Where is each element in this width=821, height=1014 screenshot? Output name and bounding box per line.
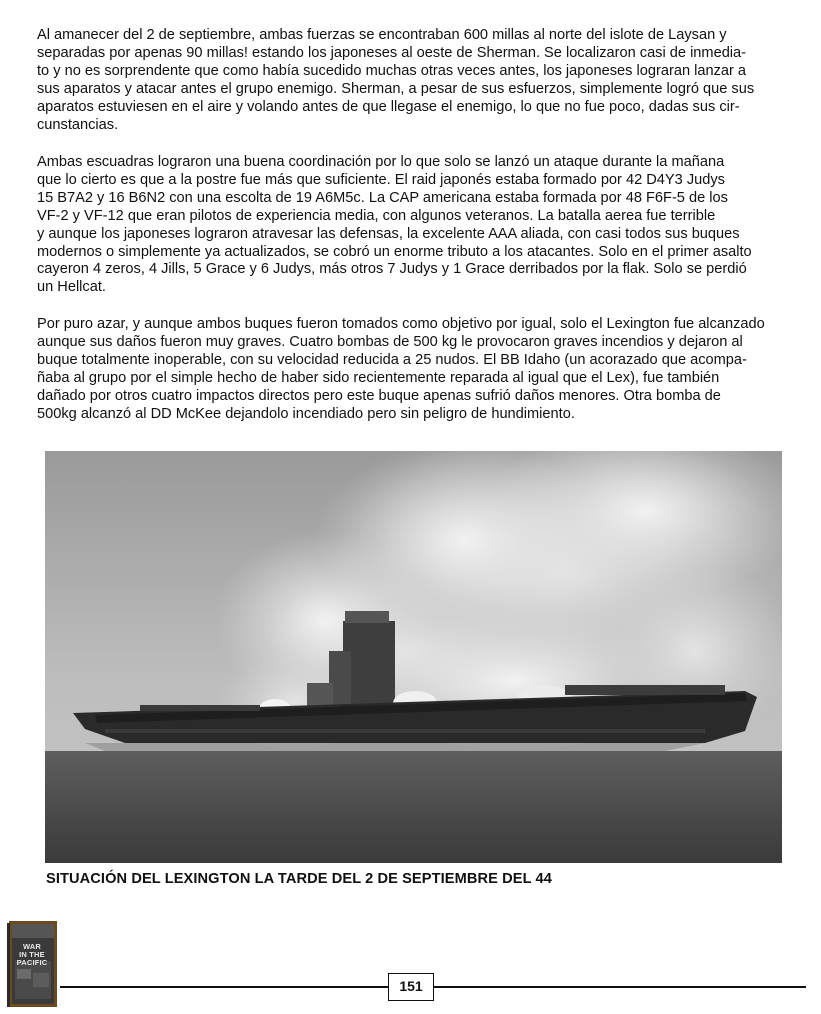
text-line: dañado por otros cuatro impactos directos pero este buque apenas sufrió daños menores. Otra bomba de (37, 387, 721, 404)
text-line: Al amanecer del 2 de septiembre, ambas fuerzas se encontraban 600 millas al norte del islote de Laysan y (37, 27, 727, 43)
text-line: cayeron 4 zeros, 4 Jills, 5 Grace y 6 Judys, más otros 7 Judys y 1 Grace derribados por la flak. Solo se perdió (37, 261, 747, 278)
page-number: 151 (388, 973, 434, 1001)
text-line: 15 B7A2 y 16 B6N2 con una escolta de 19 A6M5c. La CAP americana estaba formada por 48 F6F-5 de los (37, 189, 728, 206)
text-line: buque totalmente inoperable, con su velocidad reducida a 25 nudos. El BB Idaho (un acorazado que acompa- (37, 351, 747, 368)
text-line: modernos o simplemente ya actualizados, se cobró un enorme tributo a los atacantes. Solo en el primer asalto (37, 243, 752, 260)
text-line: Por puro azar, y aunque ambos buques fueron tomados como objetivo por igual, solo el Lexington fue alcanzado (37, 316, 765, 332)
text-line: y aunque los japoneses lograron atravesar las defensas, la excelente AAA aliada, con casi todos sus buques (37, 225, 740, 242)
dvd-title-line: WAR (22, 942, 42, 951)
text-line: Ambas escuadras lograron una buena coordinación por lo que solo se lanzó un ataque durante la mañana (37, 154, 725, 170)
text-line: sus aparatos y atacar antes el grupo enemigo. Sherman, a pesar de sus esfuerzos, simplemente logró que sus (37, 80, 755, 97)
text-line: que lo cierto es que a la postre fue más que suficiente. El raid japonés estaba formado por 42 D4Y3 Judys (37, 171, 725, 188)
text-line: aparatos estuviesen en el aire y volando antes de que llegase el enemigo, lo que no fue poco, dadas sus cir- (37, 98, 740, 115)
text-line: VF-2 y VF-12 que eran pilotos de experiencia media, con algunos veteranos. La batalla aerea fue terrible (37, 207, 716, 224)
text-line: aunque sus daños fueron muy graves. Cuatro bombas de 500 kg le provocaron graves incendios y dejaron al (37, 333, 743, 350)
text-line: separadas por apenas 90 millas! estando los japoneses al oeste de Sherman. Se localizaron casi de inmedia- (37, 44, 747, 61)
text-line: 500kg alcanzó al DD McKee dejandolo incendiado pero sin peligro de hundimiento. (37, 405, 575, 422)
text-line: to y no es sorprendente que como había sucedido muchas otras veces antes, los japoneses lograran lanzar a (37, 62, 747, 79)
text-line: un Hellcat. (37, 279, 106, 296)
paragraph-3 (37, 316, 821, 423)
photo-caption: SITUACIÓN DEL LEXINGTON LA TARDE DEL 2 DE SEPTIEMBRE DEL 44 (46, 871, 552, 887)
text-line: ñaba al grupo por el simple hecho de haber sido recientemente reparada al igual que el Lex), fue también (37, 369, 720, 386)
dvd-title-line: IN THE (19, 950, 45, 959)
photo-illustration (45, 451, 782, 863)
burning-carrier-photo (45, 451, 782, 863)
paragraph-1 (37, 27, 821, 134)
paragraph-2 (37, 154, 821, 297)
text-line: cunstancias. (37, 116, 119, 133)
dvd-title (12, 943, 52, 967)
dvd-title-line: PACIFIC (16, 958, 48, 967)
footer-rule-left (60, 986, 388, 988)
footer-rule-right (434, 986, 806, 988)
